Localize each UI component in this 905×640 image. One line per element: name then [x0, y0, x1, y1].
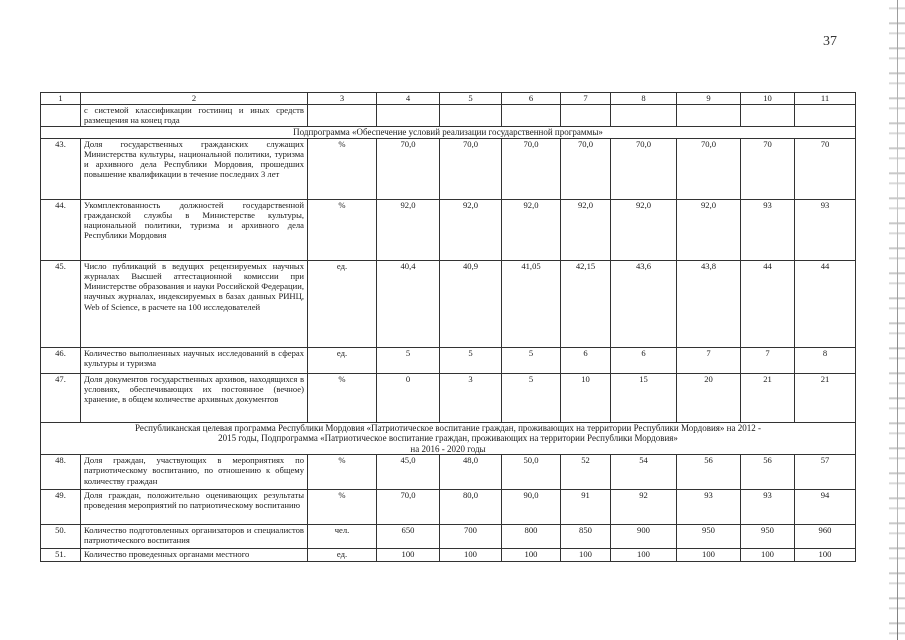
row-value: 100 — [502, 549, 561, 562]
row-value: 70,0 — [677, 138, 741, 199]
row-number-cell: 50. — [41, 525, 81, 549]
row-value: 45,0 — [377, 455, 440, 490]
row-value: 70,0 — [502, 138, 561, 199]
table-row — [41, 455, 856, 490]
table-row-continuation — [41, 105, 856, 127]
row-value: 93 — [677, 490, 741, 525]
table-row — [41, 373, 856, 422]
row-value: 70 — [741, 138, 795, 199]
row-value: 91 — [561, 490, 611, 525]
row-description: Доля государственных гражданских служащих Министерства культуры, национальной политики, туризма и архивного дела Республики Мордовия, прошедших повышение квалификации в течение последних 3 лет — [81, 138, 308, 199]
row-value: 5 — [502, 373, 561, 422]
row-value: 8 — [795, 347, 856, 373]
row-value: 92,0 — [611, 199, 677, 260]
column-number-row — [41, 93, 856, 105]
row-unit: ед. — [308, 549, 377, 562]
row-description: Число публикаций в ведущих рецензируемых научных журналах Высшей аттестационной комиссии при Министерстве образования и науки Российской Федерации, научных журналах, индексируемых в базах данных РИНЦ, Web of Science, в расчете на 100 исследователей — [81, 260, 308, 347]
row-number-cell: 48. — [41, 455, 81, 490]
row-value: 52 — [561, 455, 611, 490]
col-header: 4 — [377, 93, 440, 105]
row-value: 21 — [741, 373, 795, 422]
row-value: 950 — [677, 525, 741, 549]
row-number-cell: 47. — [41, 373, 81, 422]
row-unit: % — [308, 138, 377, 199]
row-description: Количество выполненных научных исследований в сферах культуры и туризма — [81, 347, 308, 373]
table-row — [41, 490, 856, 525]
row-value: 94 — [795, 490, 856, 525]
row-number-cell: 45. — [41, 260, 81, 347]
row-value: 21 — [795, 373, 856, 422]
row-value: 93 — [741, 490, 795, 525]
row-value: 0 — [377, 373, 440, 422]
row-value: 15 — [611, 373, 677, 422]
section-row — [41, 422, 856, 455]
indicators-table — [40, 92, 856, 562]
row-value: 100 — [611, 549, 677, 562]
row-unit: % — [308, 455, 377, 490]
row-value: 70 — [795, 138, 856, 199]
row-value: 960 — [795, 525, 856, 549]
row-value: 100 — [795, 549, 856, 562]
row-description: Укомплектованность должностей государственной гражданской службы в Министерстве культуры, национальной политики, туризма и архивного дела Республики Мордовия — [81, 199, 308, 260]
col-header: 11 — [795, 93, 856, 105]
row-value: 92,0 — [561, 199, 611, 260]
row-value: 80,0 — [440, 490, 502, 525]
section-title-line: на 2016 - 2020 годы — [410, 443, 486, 454]
section-title: Подпрограмма «Обеспечение условий реализации государственной программы» — [41, 127, 856, 139]
table-row — [41, 260, 856, 347]
row-value: 10 — [561, 373, 611, 422]
row-value: 5 — [502, 347, 561, 373]
row-value: 650 — [377, 525, 440, 549]
row-value: 42,15 — [561, 260, 611, 347]
row-value: 950 — [741, 525, 795, 549]
row-number-cell — [41, 105, 81, 127]
col-header: 6 — [502, 93, 561, 105]
row-value: 90,0 — [502, 490, 561, 525]
row-value: 900 — [611, 525, 677, 549]
section-title — [41, 422, 856, 455]
row-value: 3 — [440, 373, 502, 422]
table-row — [41, 549, 856, 562]
row-number-cell: 43. — [41, 138, 81, 199]
row-description: Доля документов государственных архивов, находящихся в условиях, обеспечивающих их постоянное (вечное) хранение, в общем количестве архивных документов — [81, 373, 308, 422]
col-header: 2 — [81, 93, 308, 105]
table-row — [41, 525, 856, 549]
row-value: 92,0 — [377, 199, 440, 260]
row-value: 20 — [677, 373, 741, 422]
row-value: 44 — [795, 260, 856, 347]
row-unit: чел. — [308, 525, 377, 549]
col-header: 1 — [41, 93, 81, 105]
col-header: 3 — [308, 93, 377, 105]
col-header: 7 — [561, 93, 611, 105]
row-value: 92,0 — [502, 199, 561, 260]
row-value: 43,8 — [677, 260, 741, 347]
row-unit: % — [308, 490, 377, 525]
row-value: 100 — [440, 549, 502, 562]
table-body — [41, 93, 856, 562]
row-value: 92 — [611, 490, 677, 525]
row-value: 100 — [377, 549, 440, 562]
row-value: 70,0 — [561, 138, 611, 199]
row-description: Доля граждан, положительно оценивающих результаты проведения мероприятий по патриотическому воспитанию — [81, 490, 308, 525]
row-value: 40,9 — [440, 260, 502, 347]
table-row — [41, 199, 856, 260]
row-description: Количество подготовленных организаторов и специалистов патриотического воспитания — [81, 525, 308, 549]
row-value: 100 — [561, 549, 611, 562]
row-value: 100 — [741, 549, 795, 562]
row-value: 93 — [795, 199, 856, 260]
scan-edge-line — [897, 0, 898, 640]
col-header: 9 — [677, 93, 741, 105]
row-number-cell: 51. — [41, 549, 81, 562]
col-header: 5 — [440, 93, 502, 105]
row-value: 50,0 — [502, 455, 561, 490]
table-row — [41, 138, 856, 199]
row-number-cell: 44. — [41, 199, 81, 260]
row-value: 5 — [440, 347, 502, 373]
row-unit: ед. — [308, 347, 377, 373]
row-description: с системой классификации гостиниц и иных средств размещения на конец года — [81, 105, 308, 127]
row-value: 70,0 — [377, 490, 440, 525]
page-number: 37 — [823, 34, 837, 49]
row-value: 92,0 — [440, 199, 502, 260]
section-title-line: 2015 годы, Подпрограмма «Патриотическое воспитание граждан, проживающих на территории Республики Мордовия» — [218, 433, 678, 443]
row-unit: % — [308, 373, 377, 422]
col-header: 10 — [741, 93, 795, 105]
row-value: 43,6 — [611, 260, 677, 347]
row-description: Количество проведенных органами местного — [81, 549, 308, 562]
row-value: 850 — [561, 525, 611, 549]
row-value: 70,0 — [611, 138, 677, 199]
row-value: 7 — [677, 347, 741, 373]
row-number-cell: 49. — [41, 490, 81, 525]
table-row — [41, 347, 856, 373]
row-value: 40,4 — [377, 260, 440, 347]
row-unit: % — [308, 199, 377, 260]
row-description: Доля граждан, участвующих в мероприятиях по патриотическому воспитанию, по отношению к общему количеству граждан — [81, 455, 308, 490]
row-value: 6 — [561, 347, 611, 373]
row-value: 44 — [741, 260, 795, 347]
row-unit: ед. — [308, 260, 377, 347]
row-value: 700 — [440, 525, 502, 549]
row-value: 41,05 — [502, 260, 561, 347]
section-title-line: Республиканская целевая программа Республики Мордовия «Патриотическое воспитание граждан, проживающих на территории Республики Мордовия» на 2012 - — [135, 422, 761, 433]
row-value: 57 — [795, 455, 856, 490]
section-row — [41, 127, 856, 139]
row-value: 100 — [677, 549, 741, 562]
row-value: 54 — [611, 455, 677, 490]
row-value: 70,0 — [440, 138, 502, 199]
row-number-cell: 46. — [41, 347, 81, 373]
row-value: 5 — [377, 347, 440, 373]
row-value: 800 — [502, 525, 561, 549]
row-value: 7 — [741, 347, 795, 373]
row-value: 93 — [741, 199, 795, 260]
row-value: 56 — [741, 455, 795, 490]
row-value: 56 — [677, 455, 741, 490]
row-value: 6 — [611, 347, 677, 373]
row-value: 48,0 — [440, 455, 502, 490]
row-value: 92,0 — [677, 199, 741, 260]
row-value: 70,0 — [377, 138, 440, 199]
col-header: 8 — [611, 93, 677, 105]
